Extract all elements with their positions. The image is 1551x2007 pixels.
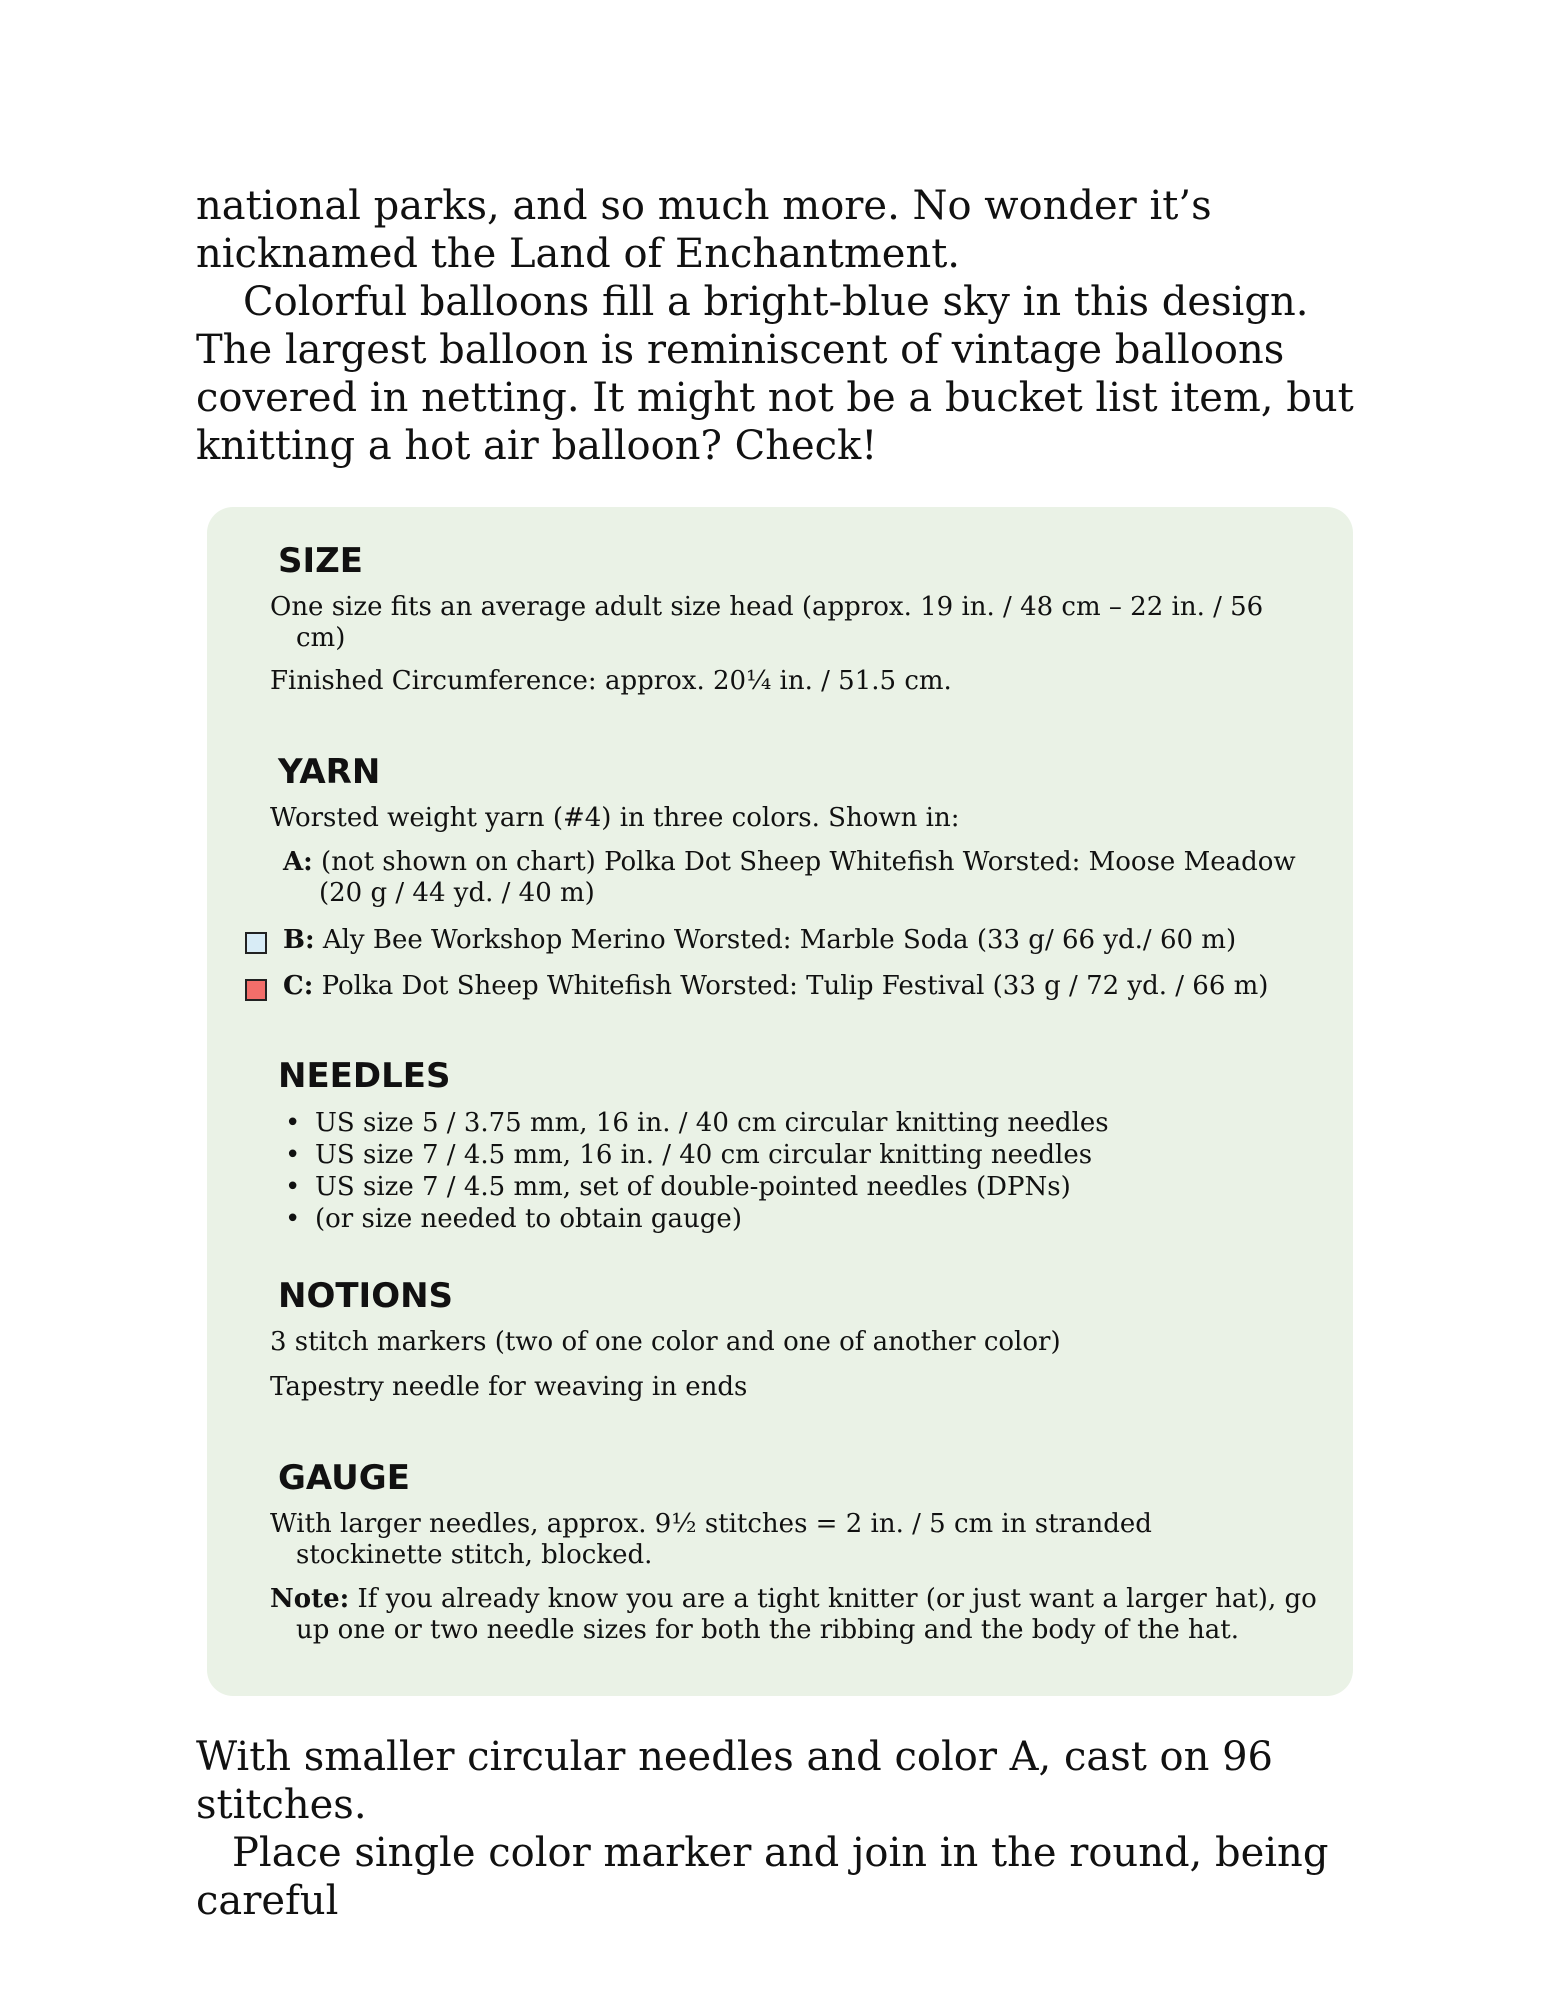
list-item: • (or size needed to obtain gauge) — [285, 1204, 742, 1234]
color-c-swatch — [245, 979, 267, 1001]
yarn-color-c-key: C: — [283, 971, 314, 1001]
yarn-color-b — [283, 925, 1319, 956]
gauge-text: With larger needles, approx. 9½ stitches = 2 in. / 5 cm in stranded stockinette stitch, blocked. — [270, 1509, 1152, 1570]
bullet-icon: • — [285, 1172, 301, 1202]
bullet-icon: • — [285, 1108, 301, 1138]
size-fit-text: One size fits an average adult size head (approx. 19 in. / 48 cm – 22 in. / 56 cm) — [270, 592, 1264, 653]
notions-heading: NOTIONS — [278, 1276, 454, 1316]
yarn-color-c-text: Polka Dot Sheep Whitefish Worsted: Tulip Festival (33 g / 72 yd. / 66 m) — [321, 971, 1269, 1001]
yarn-heading: YARN — [278, 752, 381, 792]
bullet-icon: • — [285, 1140, 301, 1170]
list-item: • US size 5 / 3.75 mm, 16 in. / 40 cm circular knitting needles — [285, 1108, 1109, 1138]
outro-text — [196, 1733, 1376, 1925]
gauge-heading: GAUGE — [278, 1458, 410, 1498]
list-item: • US size 7 / 4.5 mm, 16 in. / 40 cm circular knitting needles — [285, 1140, 1093, 1170]
intro-line-2: nicknamed the Land of Enchantment. — [196, 231, 961, 277]
yarn-color-c — [283, 971, 1359, 1002]
needles-list — [283, 1107, 1283, 1235]
gauge-note — [270, 1584, 1336, 1646]
size-circumference-text: Finished Circumference: approx. 20¼ in. / 51.5 cm. — [270, 666, 952, 696]
intro-paragraph-2: Colorful balloons fill a bright-blue sky in this design. The largest balloon is reminiscent of vintage balloons covered in netting. It might not be a bucket list item, but knitting a hot air balloon? Check! — [196, 279, 1354, 469]
intro-line-1: national parks, and so much more. No wonder it’s — [196, 183, 1212, 229]
outro-line-1: With smaller circular needles and color A, cast on 96 stitches. — [196, 1734, 1273, 1828]
size-heading: SIZE — [278, 541, 364, 581]
gauge-note-text: If you already know you are a tight knitter (or just want a larger hat), go up one or two needle sizes for both the ribbing and the body of the hat. — [296, 1584, 1317, 1645]
outro-line-2: Place single color marker and join in the round, being careful — [196, 1830, 1329, 1924]
yarn-color-b-text: Aly Bee Workshop Merino Worsted: Marble Soda (33 g/ 66 yd./ 60 m) — [322, 925, 1237, 955]
notions-item-2: Tapestry needle for weaving in ends — [270, 1372, 748, 1402]
yarn-color-a-text: (not shown on chart) Polka Dot Sheep Whitefish Worsted: Moose Meadow (20 g / 44 yd. / 40 m) — [319, 847, 1296, 908]
yarn-intro-text: Worsted weight yarn (#4) in three colors. Shown in: — [270, 803, 960, 833]
needles-heading: NEEDLES — [278, 1056, 451, 1096]
yarn-color-b-key: B: — [283, 925, 315, 955]
list-item: • US size 7 / 4.5 mm, set of double-pointed needles (DPNs) — [285, 1172, 1071, 1202]
yarn-color-a-key: A: — [283, 847, 313, 877]
notions-item-1: 3 stitch markers (two of one color and one of another color) — [270, 1327, 1061, 1357]
color-b-swatch — [245, 932, 267, 954]
gauge-note-label: Note: — [270, 1584, 350, 1614]
yarn-color-a — [283, 847, 1319, 909]
bullet-icon: • — [285, 1204, 301, 1234]
intro-text — [196, 182, 1376, 470]
